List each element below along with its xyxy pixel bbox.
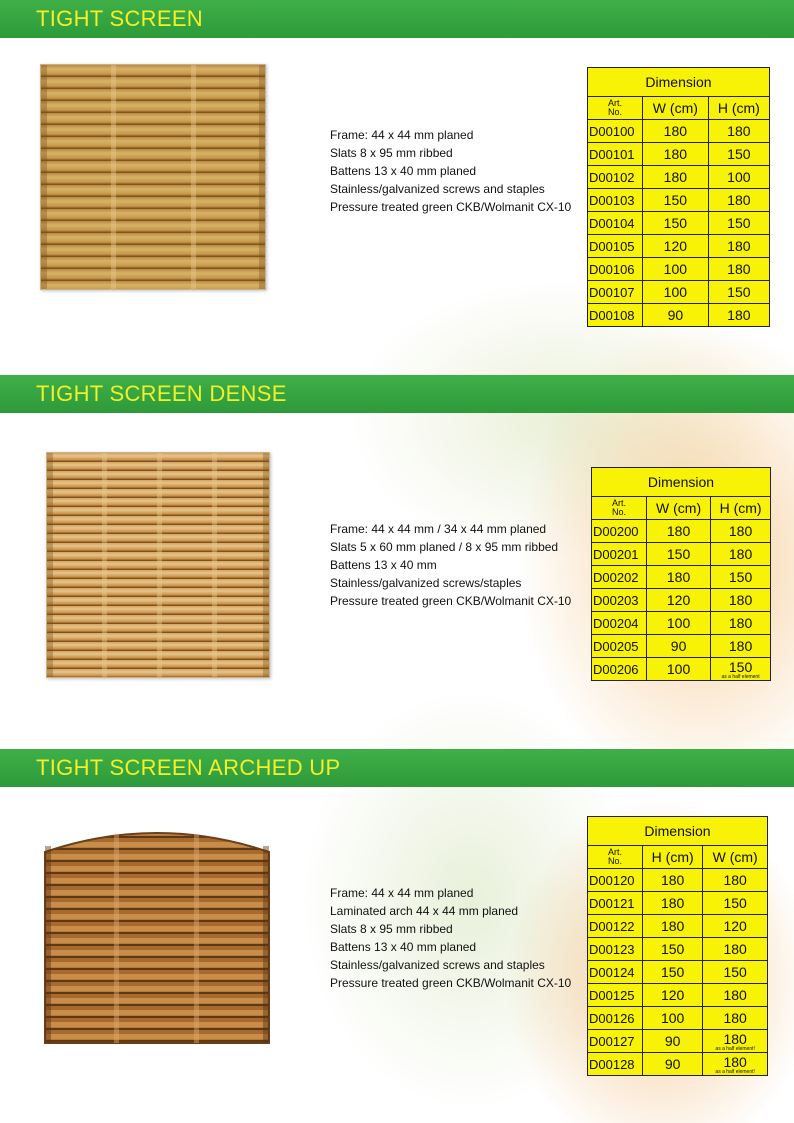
table-row <box>592 520 771 543</box>
section-title: TIGHT SCREEN <box>36 6 203 31</box>
article-number: D00202 <box>592 566 647 589</box>
dimension-value: 180 <box>727 238 751 254</box>
dimension-value: 180 <box>643 120 709 143</box>
dimension-value: 90 <box>643 304 709 327</box>
dimension-value: 150 <box>647 543 711 566</box>
column-header: H (cm) <box>643 846 703 869</box>
table-row <box>588 869 768 892</box>
dimension-value: 180 <box>728 638 753 654</box>
dimension-value: 180 <box>727 123 751 139</box>
table-row <box>588 281 770 304</box>
article-number: D00206 <box>592 658 647 681</box>
spec-line: Pressure treated green CKB/Wolmanit CX-10 <box>330 976 572 990</box>
spec-list <box>330 520 571 610</box>
table-row <box>592 566 771 589</box>
spec-line: Battens 13 x 40 mm planed <box>330 164 477 178</box>
article-number: D00101 <box>588 143 643 166</box>
dimension-value: 90 <box>643 1053 703 1076</box>
fence-panel-image <box>46 452 270 678</box>
article-number: D00201 <box>592 543 647 566</box>
dimension-cell <box>708 304 769 327</box>
dimension-cell <box>711 658 771 681</box>
table-row <box>588 1007 768 1030</box>
article-number: D00106 <box>588 258 643 281</box>
article-number: D00124 <box>588 961 643 984</box>
dimension-cell <box>703 915 768 938</box>
article-number: D00127 <box>588 1030 643 1053</box>
spec-line: Frame: 44 x 44 mm planed <box>330 128 474 142</box>
dimension-value: 150 <box>723 964 747 980</box>
dimension-cell <box>711 520 771 543</box>
dimension-value: 100 <box>647 612 711 635</box>
dimension-value: 180 <box>643 166 709 189</box>
dimension-value: 180 <box>723 987 747 1003</box>
spec-line: Slats 8 x 95 mm ribbed <box>330 922 453 936</box>
article-number: D00205 <box>592 635 647 658</box>
table-row <box>588 166 770 189</box>
table-row <box>588 984 768 1007</box>
dimension-value: 150 <box>728 569 753 585</box>
dimension-value: 180 <box>647 566 711 589</box>
dimension-value: 100 <box>647 658 711 681</box>
dimension-cell <box>703 869 768 892</box>
dimension-cell <box>708 258 769 281</box>
article-number: D00121 <box>588 892 643 915</box>
table-row <box>588 892 768 915</box>
fence-panel-image <box>44 826 270 1044</box>
article-number: D00128 <box>588 1053 643 1076</box>
dimension-table <box>591 467 771 681</box>
section-banner <box>0 375 794 413</box>
dimension-value: 150 <box>723 895 747 911</box>
dimension-cell <box>708 143 769 166</box>
column-header: W (cm) <box>647 497 711 520</box>
dimension-cell <box>703 984 768 1007</box>
dimension-value: 150 <box>643 961 703 984</box>
section-title: TIGHT SCREEN DENSE <box>36 381 287 406</box>
art-no-label: Art. No. <box>588 846 643 869</box>
dimension-value: 180 <box>727 307 751 323</box>
section-banner <box>0 749 794 787</box>
dimension-value: 180 <box>643 143 709 166</box>
dimension-cell <box>703 1007 768 1030</box>
dimension-value: 150 <box>728 658 753 675</box>
article-number: D00126 <box>588 1007 643 1030</box>
article-number: D00108 <box>588 304 643 327</box>
dimension-value: 180 <box>727 261 751 277</box>
dimension-value: 120 <box>643 984 703 1007</box>
dimension-value: 180 <box>728 615 753 631</box>
dimension-value: 180 <box>728 546 753 562</box>
half-element-note: as a half element! <box>715 1068 755 1075</box>
spec-line: Slats 5 x 60 mm planed / 8 x 95 mm ribbed <box>330 540 559 554</box>
dimension-value: 180 <box>723 872 747 888</box>
spec-line: Frame: 44 x 44 mm / 34 x 44 mm planed <box>330 522 547 536</box>
article-number: D00104 <box>588 212 643 235</box>
table-row <box>588 1053 768 1076</box>
article-number: D00204 <box>592 612 647 635</box>
fence-panel-image <box>40 64 266 290</box>
dimension-value: 120 <box>647 589 711 612</box>
column-header: W (cm) <box>643 97 709 120</box>
table-row <box>588 938 768 961</box>
article-number: D00122 <box>588 915 643 938</box>
spec-list <box>330 126 571 216</box>
article-number: D00123 <box>588 938 643 961</box>
dimension-value: 100 <box>643 258 709 281</box>
table-row <box>588 212 770 235</box>
dimension-cell <box>703 938 768 961</box>
dimension-value: 90 <box>647 635 711 658</box>
dimension-value: 180 <box>723 941 747 957</box>
half-element-note: as a half element <box>721 673 760 680</box>
dimension-cell <box>708 189 769 212</box>
half-element-note: as a half element! <box>715 1045 755 1052</box>
dimension-value: 150 <box>643 938 703 961</box>
spec-line: Pressure treated green CKB/Wolmanit CX-10 <box>330 200 572 214</box>
dimension-cell <box>708 235 769 258</box>
dimension-cell <box>703 1030 768 1053</box>
dimension-cell <box>708 212 769 235</box>
section-title: TIGHT SCREEN ARCHED UP <box>36 755 341 780</box>
spec-line: Stainless/galvanized screws/staples <box>330 576 522 590</box>
column-header: H (cm) <box>708 97 769 120</box>
dimension-value: 180 <box>723 1053 747 1070</box>
table-row <box>588 1030 768 1053</box>
table-row <box>588 235 770 258</box>
dimension-value: 120 <box>643 235 709 258</box>
art-no-label: Art. No. <box>592 497 647 520</box>
dimension-value: 180 <box>723 1030 747 1047</box>
table-row <box>588 143 770 166</box>
column-header: W (cm) <box>703 846 768 869</box>
dimension-value: 150 <box>643 212 709 235</box>
dimension-value: 150 <box>727 146 751 162</box>
dimension-cell <box>711 543 771 566</box>
article-number: D00200 <box>592 520 647 543</box>
dimension-header: Dimension <box>588 68 770 97</box>
table-row <box>588 915 768 938</box>
dimension-cell <box>708 120 769 143</box>
dimension-cell <box>703 961 768 984</box>
table-row <box>592 543 771 566</box>
dimension-value: 180 <box>727 192 751 208</box>
article-number: D00125 <box>588 984 643 1007</box>
article-number: D00107 <box>588 281 643 304</box>
dimension-cell <box>711 635 771 658</box>
dimension-value: 180 <box>647 520 711 543</box>
table-row <box>588 304 770 327</box>
dimension-value: 180 <box>643 915 703 938</box>
table-row <box>588 189 770 212</box>
spec-line: Battens 13 x 40 mm <box>330 558 437 572</box>
table-row <box>588 961 768 984</box>
table-row <box>592 589 771 612</box>
table-row <box>592 658 771 681</box>
spec-line: Laminated arch 44 x 44 mm planed <box>330 904 519 918</box>
dimension-table <box>587 816 768 1076</box>
dimension-cell <box>708 166 769 189</box>
dimension-cell <box>708 281 769 304</box>
spec-list <box>330 884 571 992</box>
dimension-cell <box>711 612 771 635</box>
table-row <box>588 120 770 143</box>
dimension-cell <box>703 892 768 915</box>
table-row <box>592 612 771 635</box>
dimension-value: 120 <box>723 918 747 934</box>
dimension-value: 100 <box>643 281 709 304</box>
spec-line: Pressure treated green CKB/Wolmanit CX-10 <box>330 594 572 608</box>
article-number: D00100 <box>588 120 643 143</box>
dimension-value: 180 <box>723 1010 747 1026</box>
dimension-cell <box>711 589 771 612</box>
spec-line: Frame: 44 x 44 mm planed <box>330 886 474 900</box>
dimension-header: Dimension <box>592 468 771 497</box>
article-number: D00102 <box>588 166 643 189</box>
article-number: D00103 <box>588 189 643 212</box>
dimension-value: 150 <box>727 284 751 300</box>
spec-line: Stainless/galvanized screws and staples <box>330 182 545 196</box>
dimension-value: 150 <box>643 189 709 212</box>
dimension-cell <box>711 566 771 589</box>
dimension-value: 90 <box>643 1030 703 1053</box>
spec-line: Stainless/galvanized screws and staples <box>330 958 545 972</box>
dimension-value: 180 <box>728 592 753 608</box>
art-no-label: Art. No. <box>588 97 643 120</box>
dimension-table <box>587 67 770 327</box>
article-number: D00120 <box>588 869 643 892</box>
dimension-cell <box>703 1053 768 1076</box>
section-banner <box>0 0 794 38</box>
dimension-value: 180 <box>728 523 753 539</box>
dimension-header: Dimension <box>588 817 768 846</box>
article-number: D00203 <box>592 589 647 612</box>
spec-line: Slats 8 x 95 mm ribbed <box>330 146 453 160</box>
column-header: H (cm) <box>711 497 771 520</box>
dimension-value: 180 <box>643 892 703 915</box>
dimension-value: 100 <box>727 169 751 185</box>
dimension-value: 100 <box>643 1007 703 1030</box>
table-row <box>588 258 770 281</box>
dimension-value: 150 <box>727 215 751 231</box>
table-row <box>592 635 771 658</box>
dimension-value: 180 <box>643 869 703 892</box>
spec-line: Battens 13 x 40 mm planed <box>330 940 477 954</box>
article-number: D00105 <box>588 235 643 258</box>
